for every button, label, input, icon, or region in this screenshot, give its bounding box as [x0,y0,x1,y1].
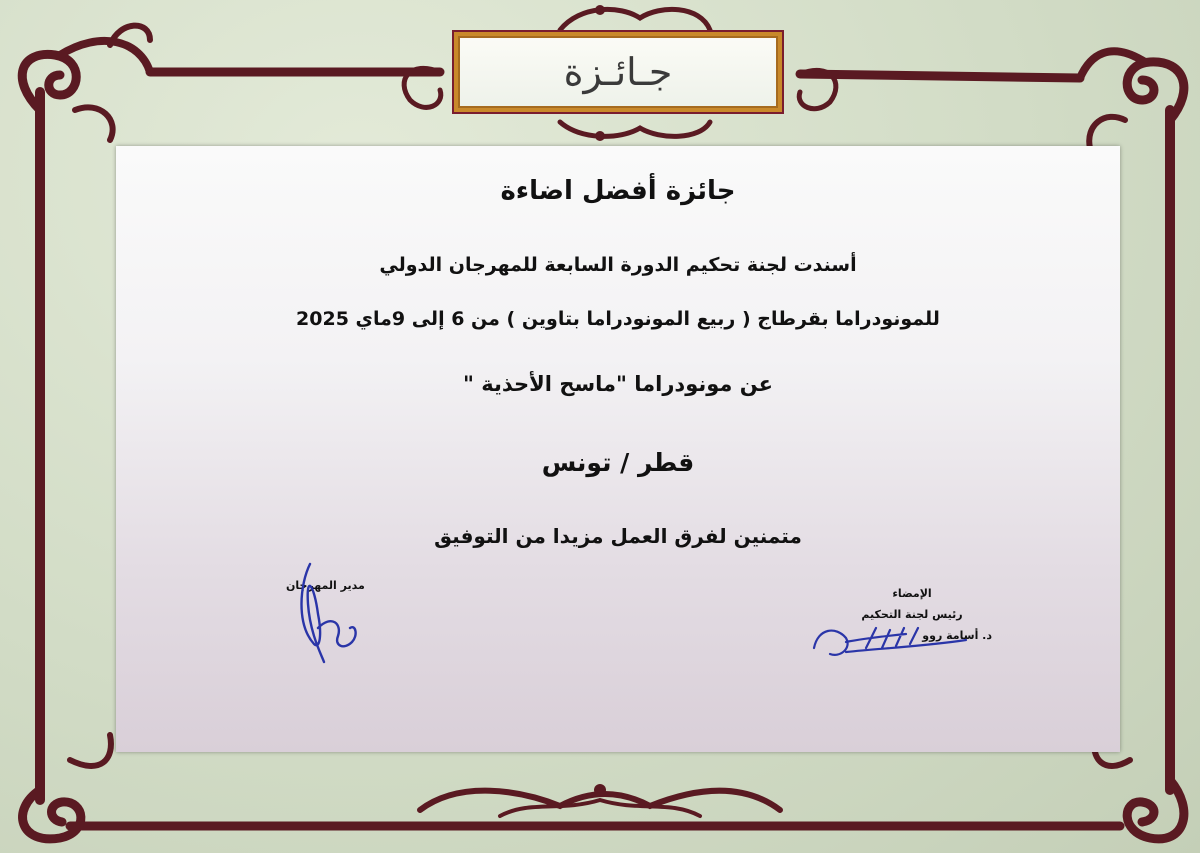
plate-title: جـائـزة [563,50,673,94]
director-signature [292,554,372,664]
body-line-2: للمونودراما بقرطاج ( ربيع المونودراما بتاوين ) من 6 إلى 9ماي 2025 [296,308,940,330]
title-plate [452,30,784,114]
jury-president-name: د. أسامة روو [922,629,992,642]
jury-president-signature [806,608,976,668]
certificate-paper [116,146,1120,752]
wish-line: متمنين لفرق العمل مزيدا من التوفيق [434,524,802,548]
body-line-1: أسندت لجنة تحكيم الدورة السابعة للمهرجان الدولي [379,254,857,276]
signature-label: الإمضاء [892,587,932,600]
festival-director-title: مدير المهرجان [286,579,365,592]
country-line: قطر / تونس [541,448,695,477]
award-name: جائزة أفضل اضاءة [500,176,736,206]
body-line-3: عن مونودراما "ماسح الأحذية " [463,372,773,396]
jury-president-title: رئيس لجنة التحكيم [861,608,963,621]
